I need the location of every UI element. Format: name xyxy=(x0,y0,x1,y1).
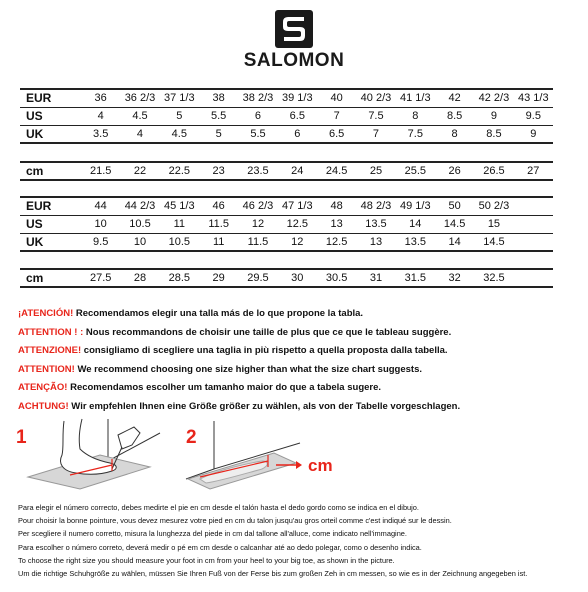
step-1-number: 1 xyxy=(16,427,27,448)
size-cell xyxy=(514,215,553,233)
size-cell: 21.5 xyxy=(89,165,112,177)
size-cell: 43 1/3 xyxy=(518,92,549,105)
warning-text: Wir empfehlen Ihnen eine Größe größer zu wählen, als von der Tabelle vorgeschlagen. xyxy=(68,400,461,412)
warning-line-fr xyxy=(18,324,578,343)
size-cell: 6.5 xyxy=(328,127,345,140)
table-row-cm xyxy=(20,162,553,180)
size-cell: 30.5 xyxy=(325,272,348,284)
size-cell: 28.5 xyxy=(168,272,191,284)
size-cell: 12 xyxy=(291,235,304,248)
table-row-us xyxy=(20,107,553,125)
size-cell: 37 1/3 xyxy=(164,92,195,105)
brand-name: SALOMON xyxy=(243,50,345,71)
size-cell: 9.5 xyxy=(93,235,109,248)
row-label: EUR xyxy=(26,91,52,106)
size-cell: 5.5 xyxy=(250,127,266,140)
instruction-fr: Pour choisir la bonne pointure, vous devez mesurez votre pied en cm du talon jusqu'au gros orteil comme c'est indiqué sur le dessin. xyxy=(18,516,452,526)
size-cell: 9 xyxy=(530,127,537,140)
warning-line-es xyxy=(18,305,578,324)
size-cell: 4.5 xyxy=(171,127,187,140)
size-cell: 41 1/3 xyxy=(399,92,431,105)
size-cell: 24.5 xyxy=(325,165,348,177)
warning-text: Recomendamos escolher um tamanho maior do que a tabela sugere. xyxy=(67,382,382,393)
size-cell: 8 xyxy=(412,110,419,122)
size-cell: 25 xyxy=(369,165,383,177)
size-cell: 8 xyxy=(451,127,458,140)
size-cell: 11 xyxy=(212,235,225,248)
size-cell: 8.5 xyxy=(486,127,502,140)
warning-tag: ATTENZIONE! xyxy=(18,345,82,356)
size-cell: 32 xyxy=(448,272,461,284)
warning-text: Recomendamos elegir una talla más de lo que propone la tabla. xyxy=(73,308,364,319)
instruction-en: To choose the right size you should measure your foot in cm from your heel to your big toe, as shown in the picture. xyxy=(18,555,395,565)
row-label: UK xyxy=(26,126,44,141)
size-cell: 22.5 xyxy=(168,165,191,177)
size-cell: 42 2/3 xyxy=(478,92,510,105)
size-cell: 49 1/3 xyxy=(399,200,431,213)
size-cell: 24 xyxy=(291,165,304,177)
size-cell: 50 2/3 xyxy=(478,200,510,213)
size-cell: 12.5 xyxy=(286,218,309,230)
measurement-illustration xyxy=(0,415,588,493)
size-cell: 7.5 xyxy=(407,127,423,140)
size-cell xyxy=(514,197,553,215)
cm-table-2 xyxy=(20,268,553,288)
size-cell: 22 xyxy=(133,165,147,177)
size-cell: 31.5 xyxy=(404,272,426,284)
row-label: cm xyxy=(26,271,44,285)
size-cell: 32.5 xyxy=(483,272,505,284)
foot-measure-icon xyxy=(28,419,160,489)
size-cell: 28 xyxy=(133,272,147,284)
warning-text: Nous recommandons de choisir une taille de plus que ce que le tableau suggère. xyxy=(83,326,452,338)
size-cell: 6 xyxy=(294,127,301,140)
size-cell: 9.5 xyxy=(525,110,541,122)
size-cell: 5 xyxy=(176,110,183,122)
size-cell xyxy=(514,233,553,251)
size-cell: 48 2/3 xyxy=(360,200,392,213)
row-label: UK xyxy=(26,234,44,249)
size-cell: 31 xyxy=(369,272,383,284)
table-row-eur xyxy=(20,89,553,107)
warning-line-de xyxy=(18,398,578,417)
row-label: US xyxy=(26,217,43,231)
warning-text: consigliamo di scegliere una taglia in più rispetto a quella proposta dalla tabella. xyxy=(81,345,448,356)
size-cell: 36 2/3 xyxy=(124,92,156,105)
warning-tag: ATTENTION ! : xyxy=(18,326,84,338)
warning-tag: ¡ATENCIÓN! xyxy=(18,308,74,319)
size-cell: 12.5 xyxy=(325,235,348,248)
size-cell: 5 xyxy=(215,127,222,140)
size-cell: 30 xyxy=(291,272,304,284)
row-label: cm xyxy=(26,164,44,178)
size-cell: 36 xyxy=(94,92,107,105)
size-cell: 10.5 xyxy=(129,218,151,230)
unit-label: cm xyxy=(308,456,333,475)
salomon-logo xyxy=(0,10,588,72)
table-row-uk xyxy=(20,233,553,251)
size-cell: 9 xyxy=(490,110,497,122)
size-cell: 15 xyxy=(487,218,501,230)
warnings-block xyxy=(18,305,578,416)
size-cell: 46 xyxy=(212,200,225,213)
size-cell: 23.5 xyxy=(247,165,269,177)
size-cell: 8.5 xyxy=(446,110,463,122)
size-cell: 3.5 xyxy=(93,127,109,140)
size-cell: 38 2/3 xyxy=(242,92,274,105)
size-table-1 xyxy=(20,88,553,144)
size-cell: 44 xyxy=(94,200,107,213)
size-cell: 10 xyxy=(133,235,147,248)
warning-text: We recommend choosing one size higher than what the size chart suggests. xyxy=(74,363,423,375)
warning-tag: ACHTUNG! xyxy=(18,400,69,412)
step-2-number: 2 xyxy=(186,427,197,448)
cm-table-1 xyxy=(20,161,553,181)
size-cell: 44 2/3 xyxy=(124,200,156,213)
table-row-eur xyxy=(20,197,553,215)
size-table-2 xyxy=(20,196,553,252)
warning-line-en xyxy=(18,361,578,380)
size-cell: 10.5 xyxy=(168,235,191,248)
size-cell: 40 xyxy=(330,92,343,105)
row-label: US xyxy=(26,109,43,123)
warning-line-it xyxy=(18,342,578,361)
size-cell: 4.5 xyxy=(132,110,148,122)
size-cell: 13.5 xyxy=(365,218,387,230)
size-cell: 27.5 xyxy=(89,272,112,284)
size-cell: 14 xyxy=(409,218,422,230)
size-cell: 6 xyxy=(254,110,262,122)
size-cell: 14 xyxy=(448,235,461,248)
instructions-block xyxy=(18,501,583,580)
size-cell: 7.5 xyxy=(368,110,384,122)
instruction-de: Um die richtige Schuhgröße zu wählen, müssen Sie Ihren Fuß von der Ferse bis zum großen Zeh in cm messen, so wie es in der Zeichnung angegeben ist. xyxy=(18,569,528,579)
size-cell: 42 xyxy=(448,92,461,105)
size-cell: 4 xyxy=(97,110,104,122)
size-cell: 12 xyxy=(251,218,265,230)
size-cell: 50 xyxy=(448,200,461,213)
size-cell: 7 xyxy=(372,127,380,140)
size-cell: 14.5 xyxy=(483,235,505,248)
size-cell: 47 1/3 xyxy=(282,200,313,213)
size-cell: 39 1/3 xyxy=(282,92,313,105)
size-cell: 26 xyxy=(448,165,461,177)
warning-tag: ATENÇÃO! xyxy=(18,382,68,393)
ruler-measure-icon xyxy=(186,421,302,489)
size-cell: 23 xyxy=(212,165,225,177)
size-cell: 5.5 xyxy=(211,110,227,122)
size-cell: 29.5 xyxy=(247,272,269,284)
size-cell: 29 xyxy=(212,272,225,284)
size-cell: 26.5 xyxy=(483,165,505,177)
size-cell: 25.5 xyxy=(404,165,426,177)
size-cell: 27 xyxy=(527,165,540,177)
size-cell: 13.5 xyxy=(404,235,426,248)
size-cell: 11.5 xyxy=(208,218,229,230)
size-cell xyxy=(514,269,553,287)
size-cell: 46 2/3 xyxy=(242,200,274,213)
size-cell: 13 xyxy=(369,235,383,248)
size-cell: 11.5 xyxy=(247,235,269,248)
row-label: EUR xyxy=(26,199,52,214)
table-row-uk xyxy=(20,125,553,143)
salomon-s-icon xyxy=(275,10,313,48)
size-cell: 13 xyxy=(330,218,343,230)
instruction-it: Per scegliere il numero corretto, misura la lunghezza del piede in cm dal tallone all'alluce, come indicato nell'immagine. xyxy=(18,529,407,539)
size-cell: 7 xyxy=(333,110,340,122)
table-row-cm xyxy=(20,269,553,287)
size-cell: 10 xyxy=(94,218,107,230)
warning-line-pt xyxy=(18,379,578,398)
size-cell: 38 xyxy=(212,92,225,105)
size-cell: 48 xyxy=(330,200,343,213)
size-cell: 45 1/3 xyxy=(164,200,195,213)
instruction-es: Para elegir el número correcto, debes medirte el pie en cm desde el talón hasta el dedo gordo como se indica en el dibujo. xyxy=(18,503,419,512)
size-cell: 4 xyxy=(136,127,144,140)
table-row-us xyxy=(20,215,553,233)
instruction-pt: Para escolher o número correto, deverá medir o pé em cm desde o calcanhar até ao dedo polegar, como o desenho indica. xyxy=(18,542,422,552)
warning-tag: ATTENTION! xyxy=(18,363,75,375)
size-cell: 14.5 xyxy=(443,218,466,230)
size-cell: 6.5 xyxy=(289,110,305,122)
size-cell: 11 xyxy=(173,218,186,230)
size-cell: 40 2/3 xyxy=(360,92,392,105)
